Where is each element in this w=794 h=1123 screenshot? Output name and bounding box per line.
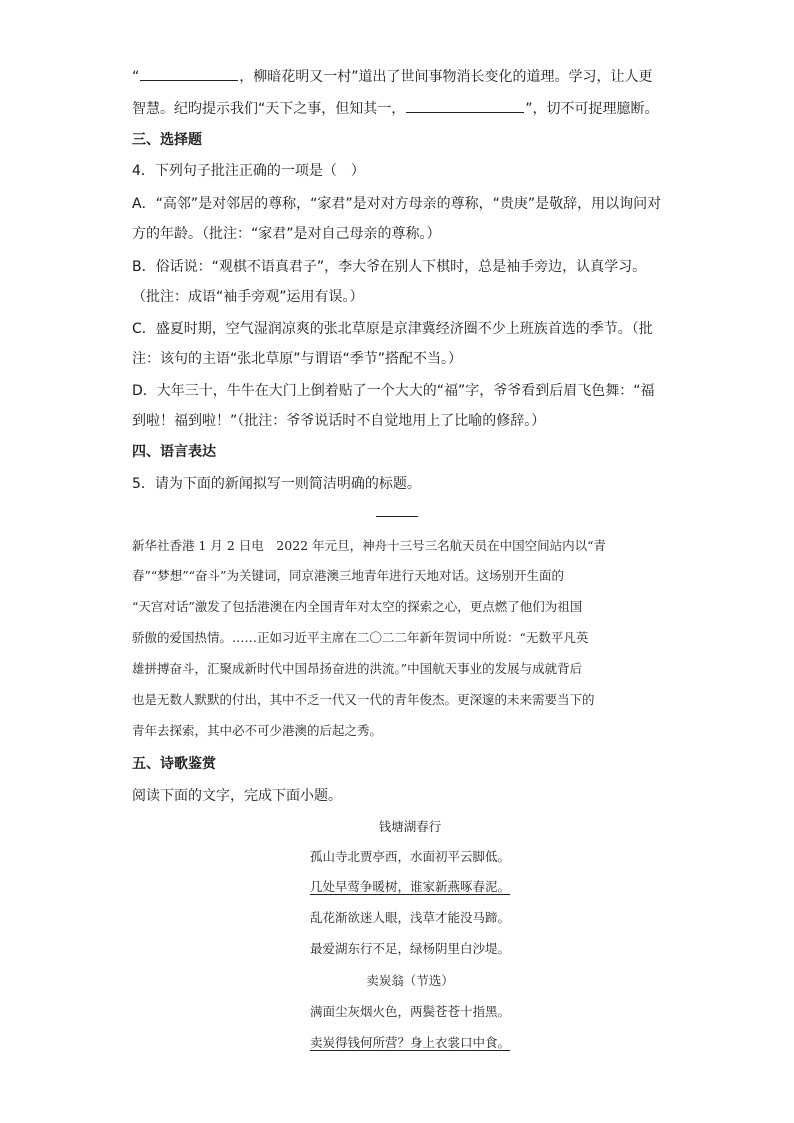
section4-heading: 四、语言表达 [132,444,216,460]
option-a-line1: A．“高邻”是对邻居的尊称，“家君”是对对方母亲的尊称，“贵庚”是敬辞，用以询问对 [132,196,662,212]
para1-line2 [132,98,659,119]
option-c-line2: 注：该句的主语“张北草原”与谓语“季节”搭配不当。） [132,351,463,367]
news-line: 青年去探索，其中必不可少港澳的后起之秀。 [132,723,383,738]
poem2-title: 卖炭翁（节选） [366,973,454,988]
option-b-line1: B．俗话说：“观棋不语真君子”，李大爷在别人下棋时，总是袖手旁边，认真学习。 [132,259,647,275]
fill-blank-1[interactable] [140,66,238,81]
quote-open: “ [132,69,140,85]
poem-line: 孤山寺北贾亭西，水面初平云脚低。 [309,849,510,864]
section5-heading: 五、诗歌鉴赏 [132,756,216,772]
option-d-line2: 到啦！福到啦！”（批注：爷爷说话时不自觉地用上了比喻的修辞。） [132,413,546,429]
option-d-line1: D．大年三十，牛牛在大门上倒着贴了一个大大的“福”字，爷爷看到后眉飞色舞：“福 [132,383,655,399]
news-line: 也是无数人默默的付出，其中不乏一代又一代的青年俊杰。更深邃的未来需要当下的 [132,692,595,707]
news-line: 新华社香港 1 月 2 日电 2022 年元旦，神舟十三号三名航天员在中国空间站内以“青 [132,538,606,553]
poem-line-text: 卖炭得钱何所营？身上衣裳口中食。 [309,1035,510,1050]
fill-blank-2[interactable] [406,98,524,113]
poem-line-text: 几处早莺争暖树，谁家新燕啄春泥。 [309,879,510,894]
poem-line: 最爱湖东行不足，绿杨阴里白沙堤。 [309,941,510,956]
poem-line: 乱花渐欲迷人眼，浅草才能没马蹄。 [309,910,510,925]
para1-line1 [132,66,653,87]
option-b-line2: （批注：成语“袖手旁观”运用有误。） [132,289,364,305]
news-line: 骄傲的爱国热情。……正如习近平主席在二〇二二年新年贺词中所说：“无数平凡英 [132,630,589,645]
option-a-line2: 方的年龄。（批注：“家君”是对自己母亲的尊称。） [132,226,441,242]
news-line: 春”“梦想”“奋斗”为关键词，同京港澳三地青年进行天地对话。这场别开生面的 [132,568,564,583]
poem-line-underlined [0,878,794,896]
para1-line2-text-b: ”，切不可捉理臆断。 [525,101,659,117]
news-line: “天宫对话”激发了包括港澳在内全国青年对太空的探索之心，更点燃了他们为祖国 [132,599,583,614]
section5-intro: 阅读下面的文字，完成下面小题。 [132,788,342,804]
poem1-title: 钱塘湖春行 [378,819,442,834]
headline-blank[interactable] [376,516,418,517]
poem-line-underlined [0,1034,794,1052]
question-4: 4．下列句子批注正确的一项是（ ） [132,163,365,179]
poem-line: 满面尘灰烟火色，两鬓苍苍十指黑。 [309,1004,510,1019]
para1-line2-text-a: 智慧。纪昀提示我们“天下之事，但知其一， [132,101,406,117]
section3-heading: 三、选择题 [132,132,202,148]
question-5: 5．请为下面的新闻拟写一则简洁明确的标题。 [132,476,421,492]
option-c-line1: C．盛夏时期，空气湿润凉爽的张北草原是京津冀经济圈不少上班族首选的季节。（批 [132,321,653,337]
news-line: 雄拼搏奋斗，汇聚成新时代中国昂扬奋进的洪流。”中国航天事业的发展与成就背后 [132,661,583,676]
para1-line1-text: ，柳暗花明又一村”道出了世间事物消长变化的道理。学习，让人更 [239,69,653,85]
